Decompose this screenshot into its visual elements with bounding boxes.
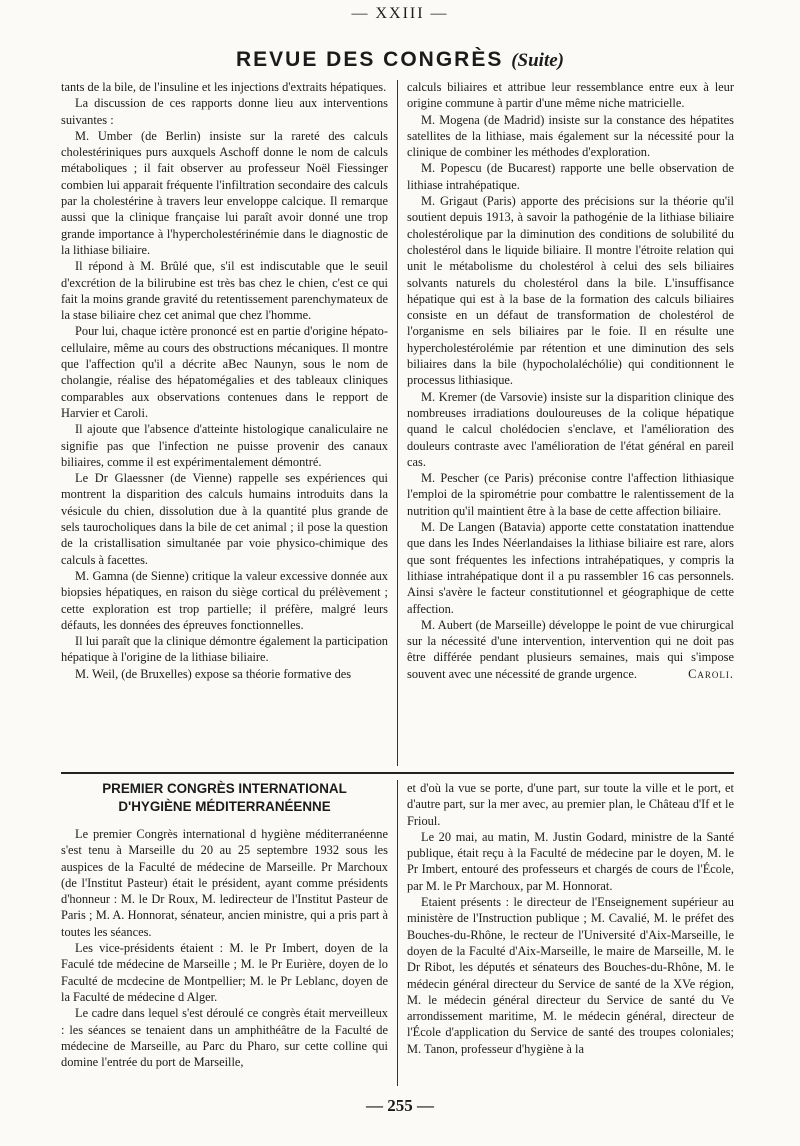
journal-heading xyxy=(0,50,800,71)
paragraph: M. Pescher (ce Paris) préconise contre l'affection lithiasique l'emploi de la spirométrie pour combattre le ralentissement de la nutrition qu'il maintient être à la base de cette affection biliaire. xyxy=(407,471,734,518)
paragraph: Le 20 mai, au matin, M. Justin Godard, ministre de la Santé publique, était reçu à la Faculté de médecine par le doyen, M. le Pr Imbert, entouré des professeurs et chargés de cours de l'École, par M. le Pr Marchoux, par M. Honnorat. xyxy=(407,829,734,893)
paragraph: et d'où la vue se porte, d'une part, sur toute la ville et le port, et d'autre part, sur la mer avec, au premier plan, le Château d'If et le Frioul. xyxy=(407,781,734,828)
author-signature: Caroli. xyxy=(688,666,734,681)
paragraph: M. De Langen (Batavia) apporte cette constatation inattendue que dans les Indes Néerlandaises la lithiase biliaire est rare, alors que sont fréquentes les infections intrahépatiques, y compris la lithiase intrahépatique dont il a pu rassembler 16 cas personnels. Ainsi s'avère le facteur constitutionnel et géographique de cette affection. xyxy=(407,520,734,616)
section-title-line1: PREMIER CONGRÈS INTERNATIONAL xyxy=(102,781,347,796)
paragraph: M. Gamna (de Sienne) critique la valeur excessive donnée aux biopsies hépatiques, en raison du siège cortical du prélèvement ; cette exploration est trop partielle; il préfère, malgré leurs défauts, les données des épreuves fonctionnelles. xyxy=(61,568,388,632)
paragraph: tants de la bile, de l'insuline et les injections d'extraits hépatiques. xyxy=(61,80,387,94)
column-divider xyxy=(397,780,398,1086)
paragraph: Le Dr Glaessner (de Vienne) rappelle ses expériences qui montrent la disparition des calculs humains introduits dans la vésicule du chien, dissolution due à la quantité plus grande de sels taurocholiques dans la bile de cet animal ; il pose la question de la cristallisation simultanée par voie physico-chimique des calculs à facettes. xyxy=(61,471,388,567)
last-paragraph-text: M. Aubert (de Marseille) développe le point de vue chirurgical sur la nécessité d'une intervention, intervention qui ne doit pas être différée pendant plusieurs semaines, mais qui s'impose souvent avec une nécessité de grande urgence. xyxy=(407,617,734,681)
paragraph: M. Popescu (de Bucarest) rapporte une belle observation de lithiase intrahépatique. xyxy=(407,161,734,192)
section-divider xyxy=(61,772,734,774)
section-title xyxy=(61,780,388,816)
paragraph: Pour lui, chaque ictère prononcé est en partie d'origine hépato-cellulaire, même au cours des obstructions mécaniques. Il montre que l'affection qu'il a décrite aBec Naunyn, sous le nom de cholangie, réalise des hépatomégalies et des tableaux cliniques comparables aux observations contenues dans le repport de Harvier et Caroli. xyxy=(61,324,388,420)
journal-title: REVUE DES CONGRÈS xyxy=(235,48,504,71)
column-divider xyxy=(397,80,398,766)
paragraph: M. Weil, (de Bruxelles) expose sa théorie formative des xyxy=(75,666,352,681)
paragraph: Les vice-présidents étaient : M. le Pr Imbert, doyen de la Faculé tde médecine de Marseille ; M. le Pr Eurière, doyen de lo Faculté de mcdecine de Montpellier; M. le Pr Leblanc, doyen de la Faculté de médecine d Alger. xyxy=(61,941,388,1004)
roman-page-number: — XXIII — xyxy=(351,5,449,22)
article1-left-column xyxy=(61,79,388,682)
paragraph xyxy=(407,617,734,682)
paragraph: Il répond à M. Brûlé que, s'il est indiscutable que le seuil d'excrétion de la bilirubine est très bas chez le chien, c'est ce qui fait la moins grande gravité du retentissement parenchymateux de la stase biliaire chez cet animal que chez l'homme. xyxy=(61,259,388,323)
article1-right-column xyxy=(407,79,734,682)
paragraph: Le cadre dans lequel s'est déroulé ce congrès était merveilleux : les séances se tenaient dans un amphithéâtre de la Faculté de médecine de Marseille, au Parc du Pharo, sur cette colline qui domine l'entrée du port de Marseille, xyxy=(61,1006,388,1070)
paragraph: calculs biliaires et attribue leur ressemblance entre eux à leur origine commune à partir d'une même niche matricielle. xyxy=(407,80,734,111)
section-title-line2: D'HYGIÈNE MÉDITERRANÉENNE xyxy=(118,799,331,814)
paragraph: Il ajoute que l'absence d'atteinte histologique canaliculaire ne signifie pas que l'infection ne puisse provenir des canaux biliaires, comme il est expérimentalement démontré. xyxy=(61,422,388,469)
paragraph: Etaient présents : le directeur de l'Enseignement supérieur au ministère de l'Instruction publique ; M. Cavalié, M. le préfet des Bouches-du-Rhône, le recteur de l'Université d'Aix-Marseille, le doyen de la Faculté d'Aix-Marseille, le maire de Marseille, M. le Dr Ribot, les députés et sénateurs des Bouches-du-Rhône, M. le médecin général directeur du Service de santé de la XVe région, M. le médecin général directeur du Service de santé du Ve arrondissement maritime, M. le médecin général, directeur de l'École d'application du Service de santé des troupes coloniales; M. Tanon, professeur d'hygiène à la xyxy=(407,895,734,1056)
paragraph: Le premier Congrès international d hygiène méditerranéenne s'est tenu à Marseille du 20 au 25 septembre 1932 sous les auspices de la Faculté de médecine de Marseille. Pr Marchoux (de l'Institut Pasteur) était le président, ayant comme présidents d'honneur : M. le Dr Roux, M. ledirecteur de l'Institut Pasteur de Paris ; M. A. Honnorat, sénateur, ancien ministre, qui a pris part à toutes les séances. xyxy=(61,827,388,939)
article2-right-column xyxy=(407,780,734,1057)
article2-left-column xyxy=(61,780,388,1070)
paragraph: Il lui paraît que la clinique démontre également la participation hépatique à l'origine de la lithiase biliaire. xyxy=(61,634,388,665)
paragraph: M. Grigaut (Paris) apporte des précisions sur la théorie qu'il soutient depuis 1913, à savoir la pathogénie de la lithiase biliaire cholestérolique par la diminution des conditions de solubilité du cholestérol dans le liquide biliaire. Il montre l'étroite relation qui unit le métabolisme du cholestérol à celui des sels biliaires solvants naturels du cholestérol dans la bile. L'insuffisance hépatique qui est à la base de la formation des calculs biliaires consiste en un défaut de transformation de cholestérol de l'organisme en sels biliaires par le foie. Il en résulte une hypercholestérolémie par rétention et une diminution des sels biliaires dans la bile (hypocholaléchólie) qui conditionnent le processus lithiasique. xyxy=(407,194,734,388)
page-number: — 255 — xyxy=(366,1096,434,1115)
paragraph: M. Mogena (de Madrid) insiste sur la constance des hépatites satellites de la lithiase, mais également sur la nécessité pour la clinique de combiner les méthodes d'exploration. xyxy=(407,112,734,160)
paragraph: M. Umber (de Berlin) insiste sur la rareté des calculs cholestériniques purs auxquels Aschoff donne le nom de calculs métaboliques ; il fait observer au professeur Noël Fiessinger combien lui apparait fréquente l'infiltration secondaire des calculs par la cholestérine à travers leur enveloppe calcique. Il remarque aussi que la clinique française lui paraît avoir donné une trop grande importance à l'hypercholestérinémie dans le diagnostic de la lithiase biliaire. xyxy=(61,128,388,257)
journal-suite: (Suite) xyxy=(511,50,564,71)
paragraph: La discussion de ces rapports donne lieu aux interventions suivantes : xyxy=(61,96,388,127)
paragraph: M. Kremer (de Varsovie) insiste sur la disparition clinique des nombreuses irradiations douloureuses de la colique hépatique quand le calcul cholédocien s'enclave, et l'amélioration des douleurs contraste avec l'amélioration de l'état général en pareil cas. xyxy=(407,389,734,469)
